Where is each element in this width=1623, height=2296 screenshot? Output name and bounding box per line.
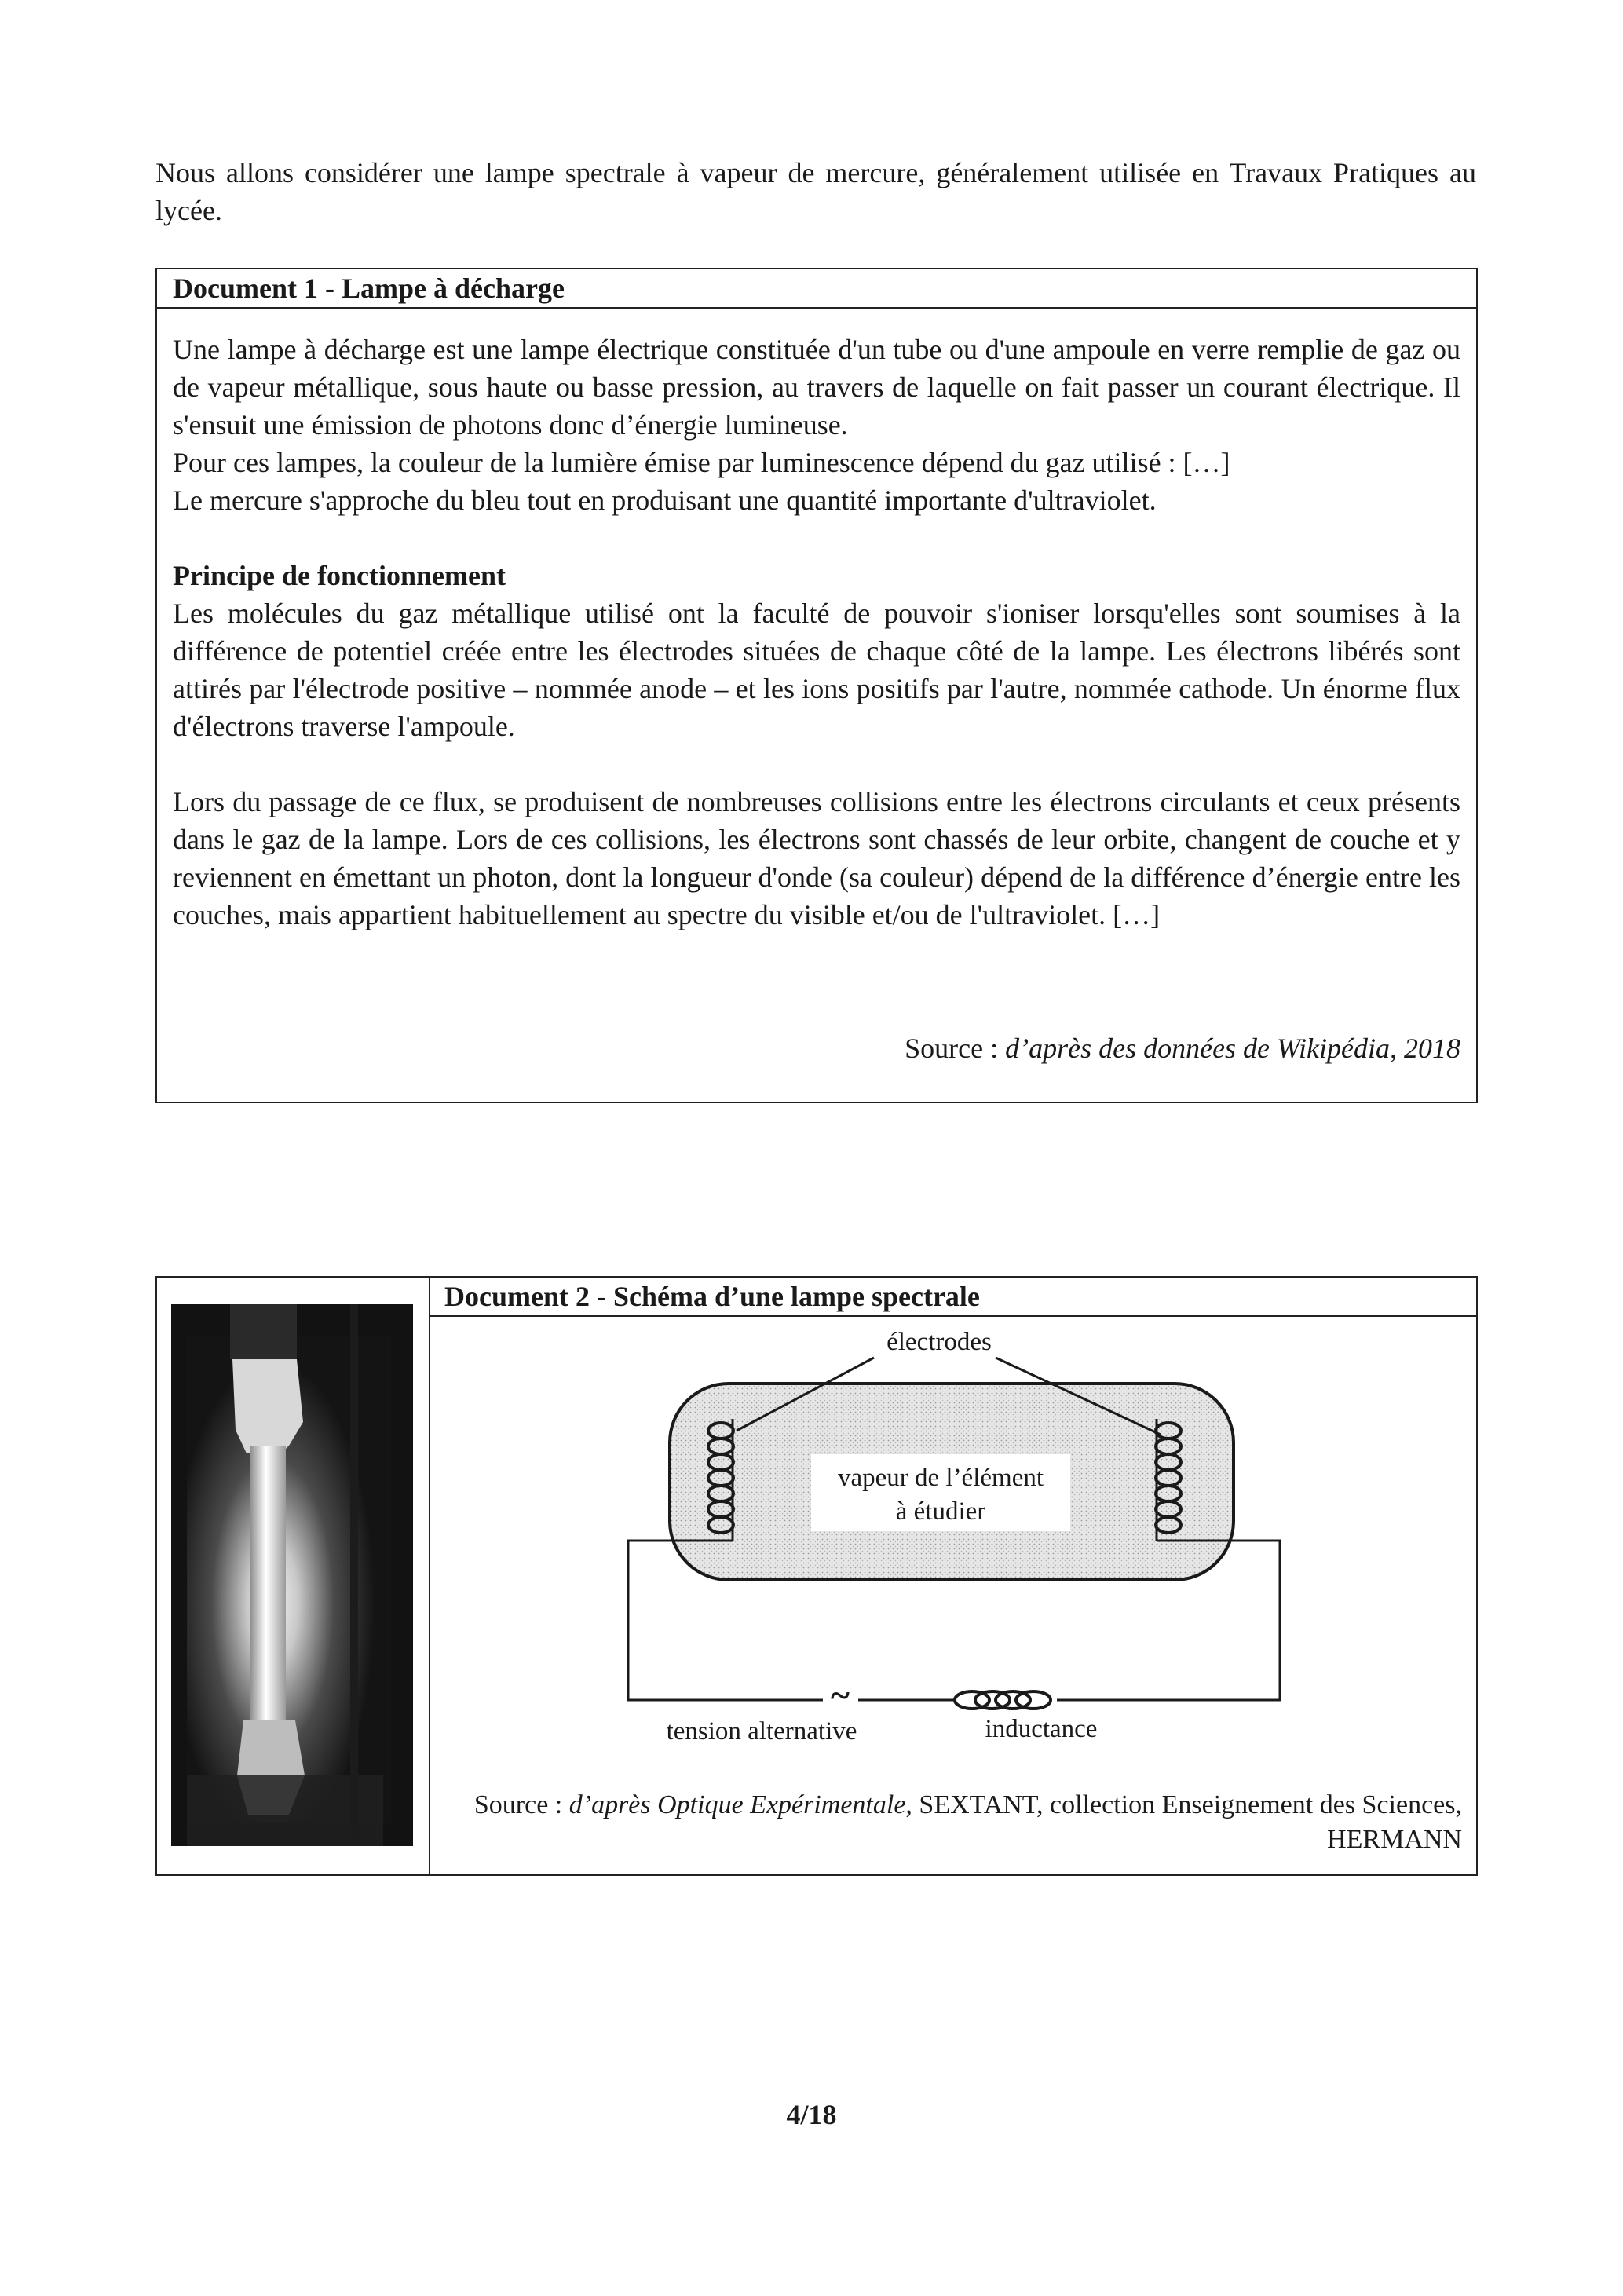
spectral-lamp-diagram <box>430 1317 1476 1757</box>
doc1-paragraph-5: Lors du passage de ce flux, se produisent de nombreuses collisions entre les électrons circulants et ceux présents dans le gaz de la lampe. Lors de ces collisions, les électrons sont chassés de leur orbite, changent de couche et y reviennent en émettant un photon, dont la longueur d'onde (sa couleur) dépend de la différence d’énergie entre les couches, mais appartient habituellement au spectre du visible et/ou de l'ultraviolet. […] <box>173 786 1460 930</box>
ac-source-symbol: ~ <box>831 1675 850 1715</box>
mercury-lamp-photo <box>171 1304 413 1846</box>
document-1-body <box>157 309 1476 934</box>
document-2-box <box>155 1276 1478 1876</box>
label-vapeur-line-1: vapeur de l’élément <box>837 1464 1044 1492</box>
label-inductance: inductance <box>985 1715 1098 1743</box>
doc2-source-title: d’après Optique Expérimentale <box>568 1790 906 1819</box>
doc1-paragraph-4: Les molécules du gaz métallique utilisé ont la faculté de pouvoir s'ioniser lorsqu'elles sont soumises à la différence de potentiel créée entre les électrodes situées de chaque côté de la lampe. Les électrons libérés sont attirés par l'électrode positive – nommée anode – et les ions positifs par l'autre, nommée cathode. Un énorme flux d'électrons traverse l'ampoule. <box>173 598 1460 742</box>
doc1-subheading: Principe de fonctionnement <box>173 560 506 591</box>
doc1-source-prefix: Source : <box>905 1033 1006 1064</box>
schema-cell <box>430 1278 1476 1874</box>
doc1-source-reference: d’après des données de Wikipédia, 2018 <box>1005 1033 1460 1064</box>
doc1-paragraph-3: Le mercure s'approche du bleu tout en produisant une quantité importante d'ultraviolet. <box>173 484 1157 516</box>
page-number: 4/18 <box>786 2099 837 2130</box>
doc2-source <box>449 1788 1462 1857</box>
label-vapeur-line-2: à étudier <box>895 1497 986 1526</box>
label-electrodes: électrodes <box>886 1328 992 1356</box>
intro-paragraph: Nous allons considérer une lampe spectrale à vapeur de mercure, généralement utilisée en Travaux Pratiques au lycée. <box>155 157 1476 226</box>
lamp-photo-cell <box>157 1278 430 1874</box>
inductance-coil <box>955 1691 1051 1709</box>
document-2-title: Document 2 - Schéma d’une lampe spectrale <box>430 1278 1476 1317</box>
label-tension-alternative: tension alternative <box>666 1717 857 1746</box>
doc1-source <box>905 1029 1460 1067</box>
doc1-paragraph-1: Une lampe à décharge est une lampe électrique constituée d'un tube ou d'une ampoule en verre remplie de gaz ou de vapeur métallique, sous haute ou basse pression, au travers de laquelle on fait passer un courant électrique. Il s'ensuit une émission de photons donc d’énergie lumineuse. <box>173 334 1460 441</box>
document-1-title: Document 1 - Lampe à décharge <box>157 269 1476 309</box>
doc2-source-prefix: Source : <box>473 1790 569 1819</box>
doc1-paragraph-2: Pour ces lampes, la couleur de la lumière émise par luminescence dépend du gaz utilisé : […] <box>173 447 1230 478</box>
document-1-box <box>155 268 1478 1103</box>
doc2-source-publisher: , SEXTANT, collection Enseignement des Sciences, HERMANN <box>905 1790 1462 1854</box>
